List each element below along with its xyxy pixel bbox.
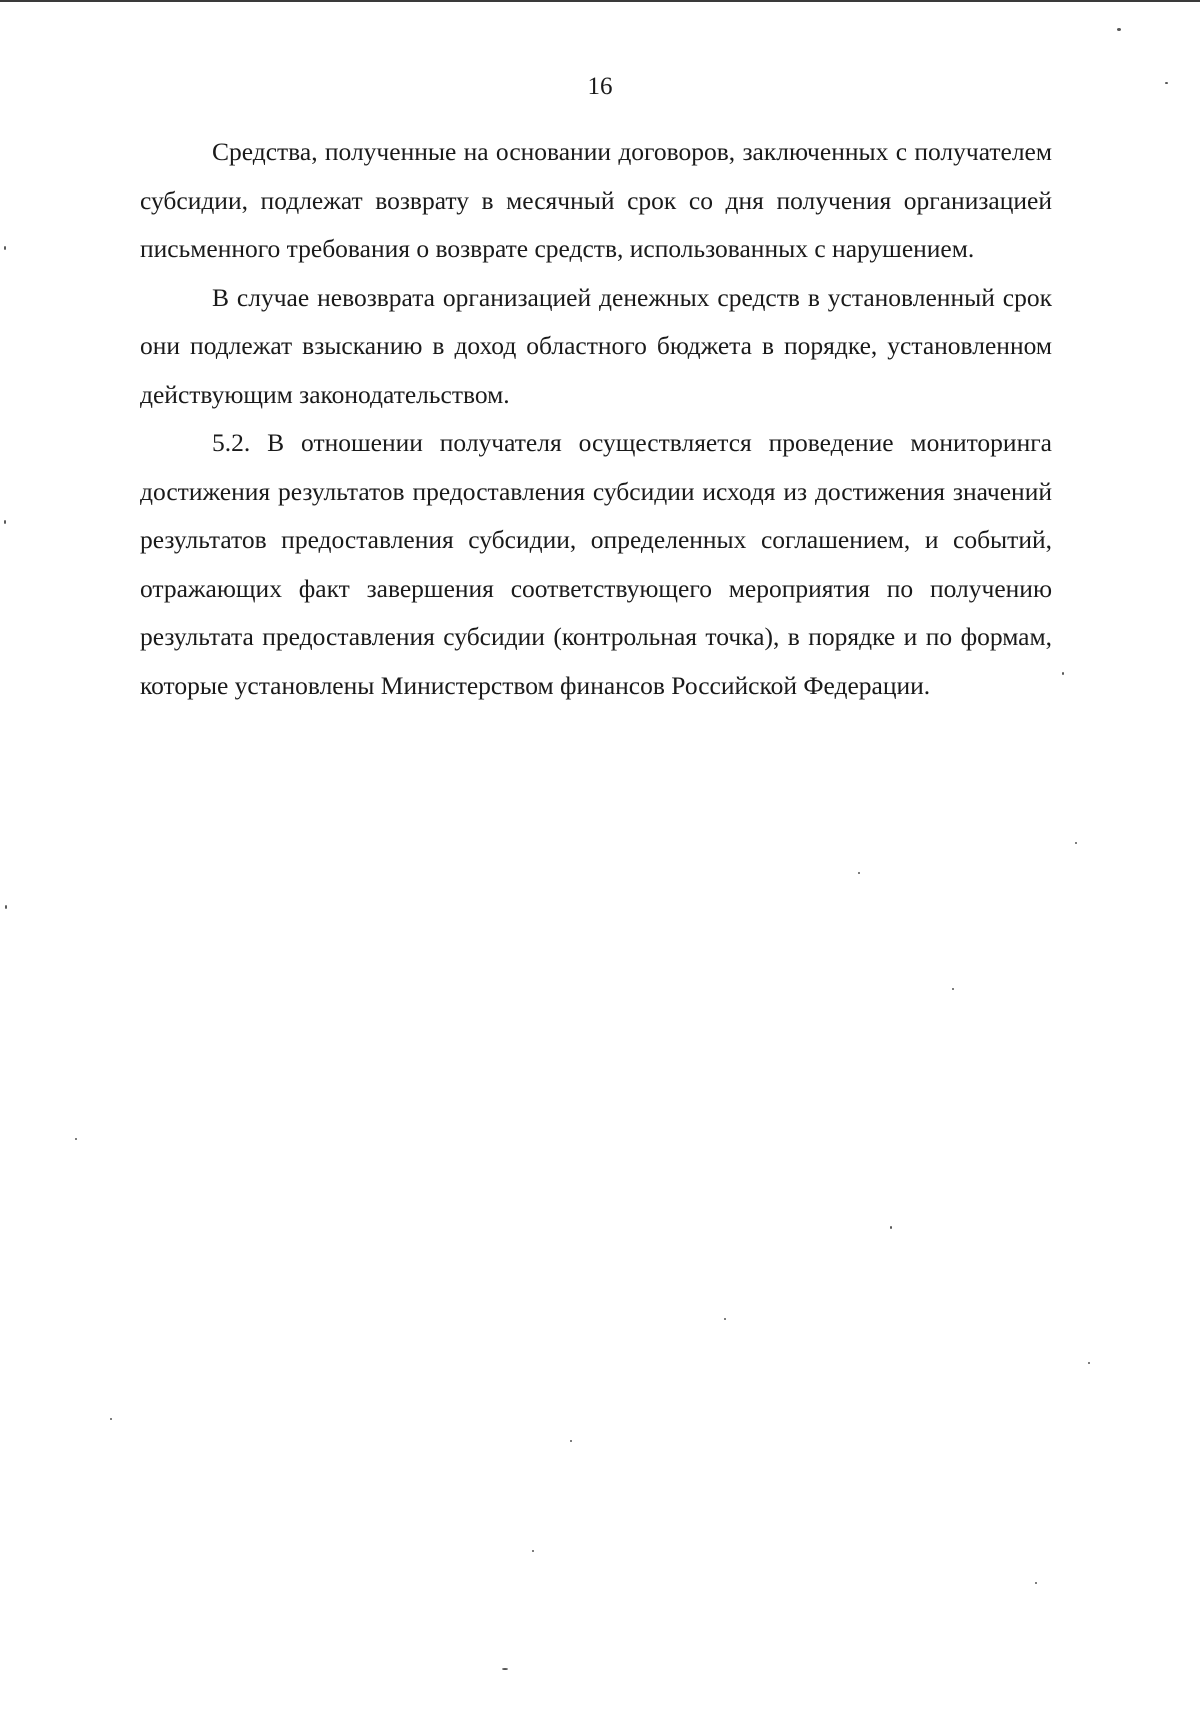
scan-speck xyxy=(532,1550,534,1552)
scan-speck xyxy=(110,1418,112,1420)
scan-speck xyxy=(890,1226,892,1229)
scan-speck xyxy=(75,1138,77,1140)
paragraph-recovery: В случае невозврата организацией денежных средств в установленный срок они подлежат взысканию в доход областного бюджета в порядке, установленном действующим законодательством. xyxy=(140,282,1052,409)
paragraph-monitoring: 5.2. В отношении получателя осуществляется проведение мониторинга достижения результатов предоставления субсидии исходя из достижения значений результатов предоставления субсидии, определенных соглашением, и событий, отражающих факт завершения соответствующего мероприятия по получению результата предоставления субсидии (контрольная точка), в порядке и по формам, которые установлены Министерством финансов Российской Федерации. xyxy=(140,428,1052,700)
scan-speck xyxy=(858,872,860,874)
scan-speck xyxy=(952,988,954,990)
scan-speck xyxy=(1075,842,1077,844)
scan-speck xyxy=(1062,672,1064,675)
scan-speck xyxy=(1165,82,1168,84)
scan-speck xyxy=(570,1440,572,1442)
paragraph-refund-terms: Средства, полученные на основании договоров, заключенных с получателем субсидии, подлежат возврату в месячный срок со дня получения организацией письменного требования о возврате средств, использованных с нарушением. xyxy=(140,137,1052,263)
scan-top-edge xyxy=(0,0,1200,2)
scan-speck xyxy=(5,905,7,909)
scan-speck xyxy=(1088,1362,1090,1364)
scan-speck xyxy=(1117,28,1121,31)
scan-speck xyxy=(502,1668,508,1670)
scan-speck xyxy=(1035,1582,1037,1584)
document-body xyxy=(140,128,1052,710)
scan-speck xyxy=(724,1318,726,1320)
page-number: 16 xyxy=(587,73,613,100)
scan-speck xyxy=(4,246,6,250)
scan-speck xyxy=(4,520,6,524)
